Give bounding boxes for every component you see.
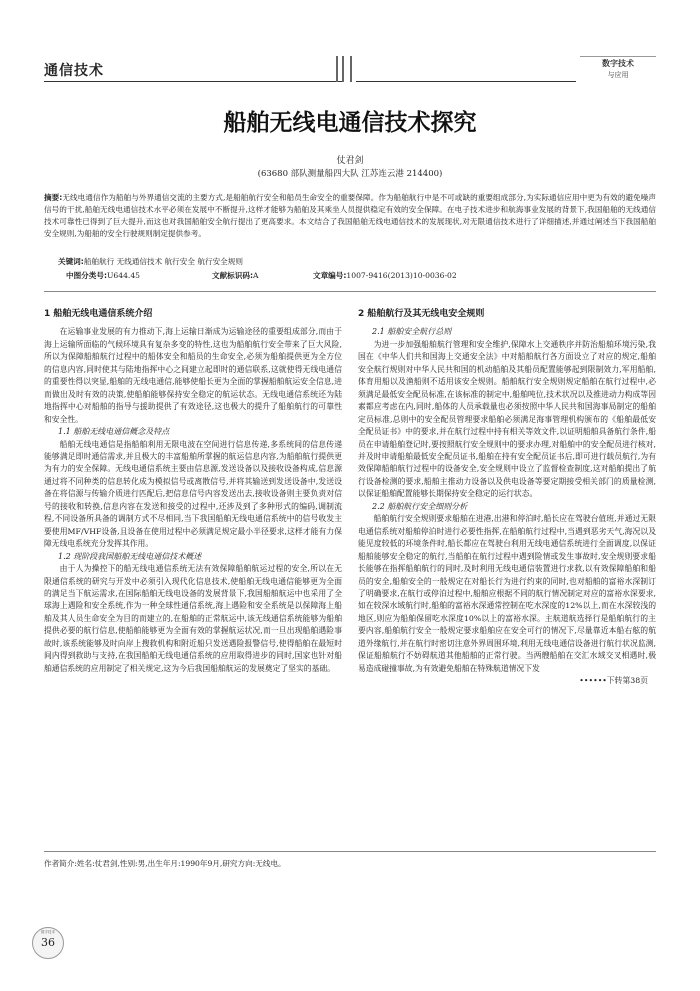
- logo-line2: 与应用: [607, 71, 629, 79]
- journal-logo: [580, 56, 656, 83]
- footnote-divider: [44, 851, 656, 852]
- subsection-heading: 2.1 船舶安全航行总则: [372, 327, 452, 337]
- page-number: 36: [41, 936, 55, 949]
- paragraph: 船舶航行安全规则要求船舶在进港,出港和停泊时,船长应在驾驶台值班,并通过无限电通信系统对船舶停泊时进行必要性指挥,在船舶航行过程中,当遇到恶劣天气,海况以及能见度较低的环境条件时,船长都应在驾驶台利用无线电通信系统进行全面调度,以保证船舶能够安全稳定的航行,当船舶在航行过程中遇到险情或发生事故时,安全规则要求船长能够在指挥船舶航行的同时,及时利用无线电通信装置进行求救,以有效保障船舶和船员的安全,船舶安全的一般规定在对船长行为进行约束的同时,也对船舶的富裕水深制订了明确要求,在航行或停泊过程中,船舶应根据不同的航行情况制定对应的富裕水深要求,如在较深水域航行时,船舶的富裕水深通常控制在吃水深度的12%以上,而在水深较浅的地区,则应为船舶保留吃水深度10%以上的富裕水深。主航道航选择行是船舶航行的主要内容,船舶航行安全一般规定要求船舶应在安全可行的情况下,尽量靠近本船右舷的航道外缘航行,并在航行时密切注意外界周围环境,利用无线电通信设备进行航行状况监测,保证船舶航行不妨碍航道其他船舶的正常行驶。当两艘船舶在交汇水域交叉相遇时,极易造成碰撞事故,为有效避免船舶在特殊航道情况下发: [358, 514, 656, 673]
- abstract-text: 无线电通信作为船舶与外界通信交流的主要方式,是船舶航行安全和船员生命安全的重要保障。作为船舶航行中是不可或缺的重要组成部分,为实际通信应用中更为有效的避免噪声信号的干扰,船舶无线电通信技术水平必须在发展中不断提升,这样才能够为船舶及其乘坐人员提供稳定有效的安全保障。在电子技术进步和航海事业发展的背景下,我国船舶的无线通信技术可靠性已得到了巨大提升,而这也对我国船舶安全航行提出了更高要求。本文结合了我国船舶无线电通信技术的发展现状,对无限通信技术进行了详细描述,并通过阐述当下我国船舶安全规则,为船舶的安全行驶规则制定提供参考。: [44, 193, 656, 238]
- article-title: 船舶无线电通信技术探究: [223, 110, 477, 136]
- continued-note: ••••••下转第38页: [579, 676, 648, 686]
- header-rule-right: [356, 81, 576, 82]
- abstract-label: 摘要:: [44, 193, 63, 202]
- article-value: 1007-9416(2013)10-0036-02: [346, 271, 457, 280]
- article-number: [313, 270, 457, 281]
- doc-code: [212, 270, 259, 281]
- clc-value: U644.45: [107, 271, 140, 280]
- abstract-divider: [44, 291, 656, 292]
- right-column: [358, 308, 656, 688]
- author-footnote: 作者简介:姓名:仗君剑,性别:男,出生年月:1990年9月,研究方向:无线电。: [44, 859, 286, 868]
- section1-heading: 1 船舶无线电通信系统介绍: [44, 309, 153, 319]
- author: 仗君剑: [336, 156, 364, 166]
- article-label: 文章编号:: [313, 271, 347, 280]
- affiliation: (63680 部队测量船四大队 江苏连云港 214400): [257, 169, 443, 179]
- doc-value: A: [253, 271, 259, 280]
- left-column: [44, 308, 342, 675]
- section2-heading: 2 船舶航行及其无线电安全规则: [358, 309, 485, 319]
- subsection-heading: 1.2 现阶段我国船舶无线电通信技术概述: [58, 551, 202, 561]
- badge-logo-text: 数字技术: [41, 930, 55, 934]
- clc-label: 中图分类号:: [66, 271, 108, 280]
- clc-number: [66, 270, 140, 281]
- section-title: 通信技术: [44, 63, 104, 79]
- keywords-text: 船舶航行 无线通信技术 航行安全 航行安全规则: [83, 257, 243, 266]
- page-header: [0, 52, 700, 82]
- abstract: [44, 192, 656, 240]
- keywords-label: 关键词:: [58, 257, 84, 266]
- subsection-heading: 1.1 船舶无线电通信概念及特点: [58, 427, 170, 437]
- paragraph: 在运输事业发展的有力推动下,海上运输日渐成为运输途径的重要组成部分,而由于海上运输所面临的气候环境具有复杂多变的特性,这也为船舶航行安全带来了巨大风险,所以为保障船舶航行过程中的船体安全和船员的生命安全,必须为船舶提供更为全方位的信息内容,同时使其与陆地指挥中心之间建立起即时的通信联系,这就使得无线电通信的重要性得以突显,船舶的无线电通信,能够使船长更为全面的掌握船舶航运安全信息,进而做出及时有效的决策,使船舶能够保持安全稳定的航运状态。无线电通信系统还为陆地指挥中心对船舶的指导与援助提供了有效途径,这也极大的提升了船舶航行的可靠性和安全性。: [44, 327, 342, 424]
- header-rule: [44, 81, 344, 82]
- keywords: [58, 256, 243, 267]
- page-number-badge: [32, 927, 64, 959]
- paragraph: 为进一步加强船舶航行管理和安全维护,保障水上交通秩序并防治船舶环境污染,我国在《中华人们共和国海上交通安全法》中对船舶航行各方面设立了对应的规定,船舶安全航行规则对中华人民共和国的机动船舶及其船员配置能够起到限制效力,军用船舶,体育用船以及渔船则不适用该安全规则。船舶航行安全规则规定船舶在航行过程中,必须满足最低安全配员标准,在该标准的制定中,船舶吨位,技术状况以及推进动力构成等因素都应考虑在内,同时,船体的人员承载量也必须按照中华人民共和国海事局制定的船舶定员标准,总则中的安全配员管理要求船舶必须满足海事管理机构颁布的《船舶最低安全配员证书》中的要求,并在航行过程中持有相关等效文件,以证明船舶具备航行条件,船员在申请船舶登记时,要按照航行安全规则中的要求办理,对船舶中的安全配员进行核对,并及时申请船舶最低安全配员证书,船舶在持有安全配员证书后,即可进行载员航行,为有效保障船舶航行过程中的设备安全,安全规则中设立了监督检查制度,这对船舶提出了航行设备检测的要求,船舶主推动力设备以及供电设备等要定期接受相关部门的质量检测,以保证船舶配置能够长期保持安全稳定的运行状态。: [358, 339, 656, 499]
- paragraph: 船舶无线电通信是指船舶利用无限电波在空间进行信息传递,多系统间的信息传递能够满足即时通信需求,并且极大的丰富船舶所掌握的航运信息内容,为船舶航行提供更为有力的安全保障。无线电通信系统主要由信息源,发送设备以及接收设备构成,信息源通过将不同种类的信息转化成为模拟信号或离散信号,并将其输送到发送设备中,发送设备在将信源与传输介质进行匹配后,把信息信号内容发送出去,接收设备则主要负责对信号的接收和转换,信息内容在发送和接受的过程中,还涉及到了多种形式的编码,调制流程,不同设备所具备的调制方式不尽相同,当下我国船舶无线电通信系统中的信号收发主要使用MF/VHF设备,且设备在使用过程中必须满足规定最小半径要求,这样才能有力保障无线电系统充分发挥其作用。: [44, 439, 342, 549]
- logo-line1: 数字技术: [602, 58, 634, 68]
- paragraph: 由于人为操控下的船无线电通信系统无法有效保障船舶航运过程的安全,所以在无限通信系统的研究与开发中必须引入现代化信息技术,使船舶无线电通信能够更为全面的满足当下航运需求,在国际船舶无线电设备的发展背景下,我国船舶航运中也采用了全球海上遇险和安全系统,作为一种全球性通信系统,海上遇险和安全系统是以保障海上船舶及其人员生命安全为目的而建立的,在船舶的正常航运中,该无线通信系统能够为船舶提供必要的航行信息,使船舶能够更为全面有效的掌握航运状况,而一旦出现船舶遇险事故时,该系统能够及时向岸上搜救机构和附近船只发送遇险报警信号,使得船舶在最短时间内得到救助与支持,在我国船舶无线电通信系统的应用取得进步的同时,国家也针对船舶通信系统的应用制定了相关规定,这为今后我国船舶航运的发展奠定了坚实的基础。: [44, 564, 342, 673]
- subsection-heading: 2.2 船舶航行安全细则分析: [372, 501, 468, 511]
- doc-label: 文献标识码:: [212, 271, 254, 280]
